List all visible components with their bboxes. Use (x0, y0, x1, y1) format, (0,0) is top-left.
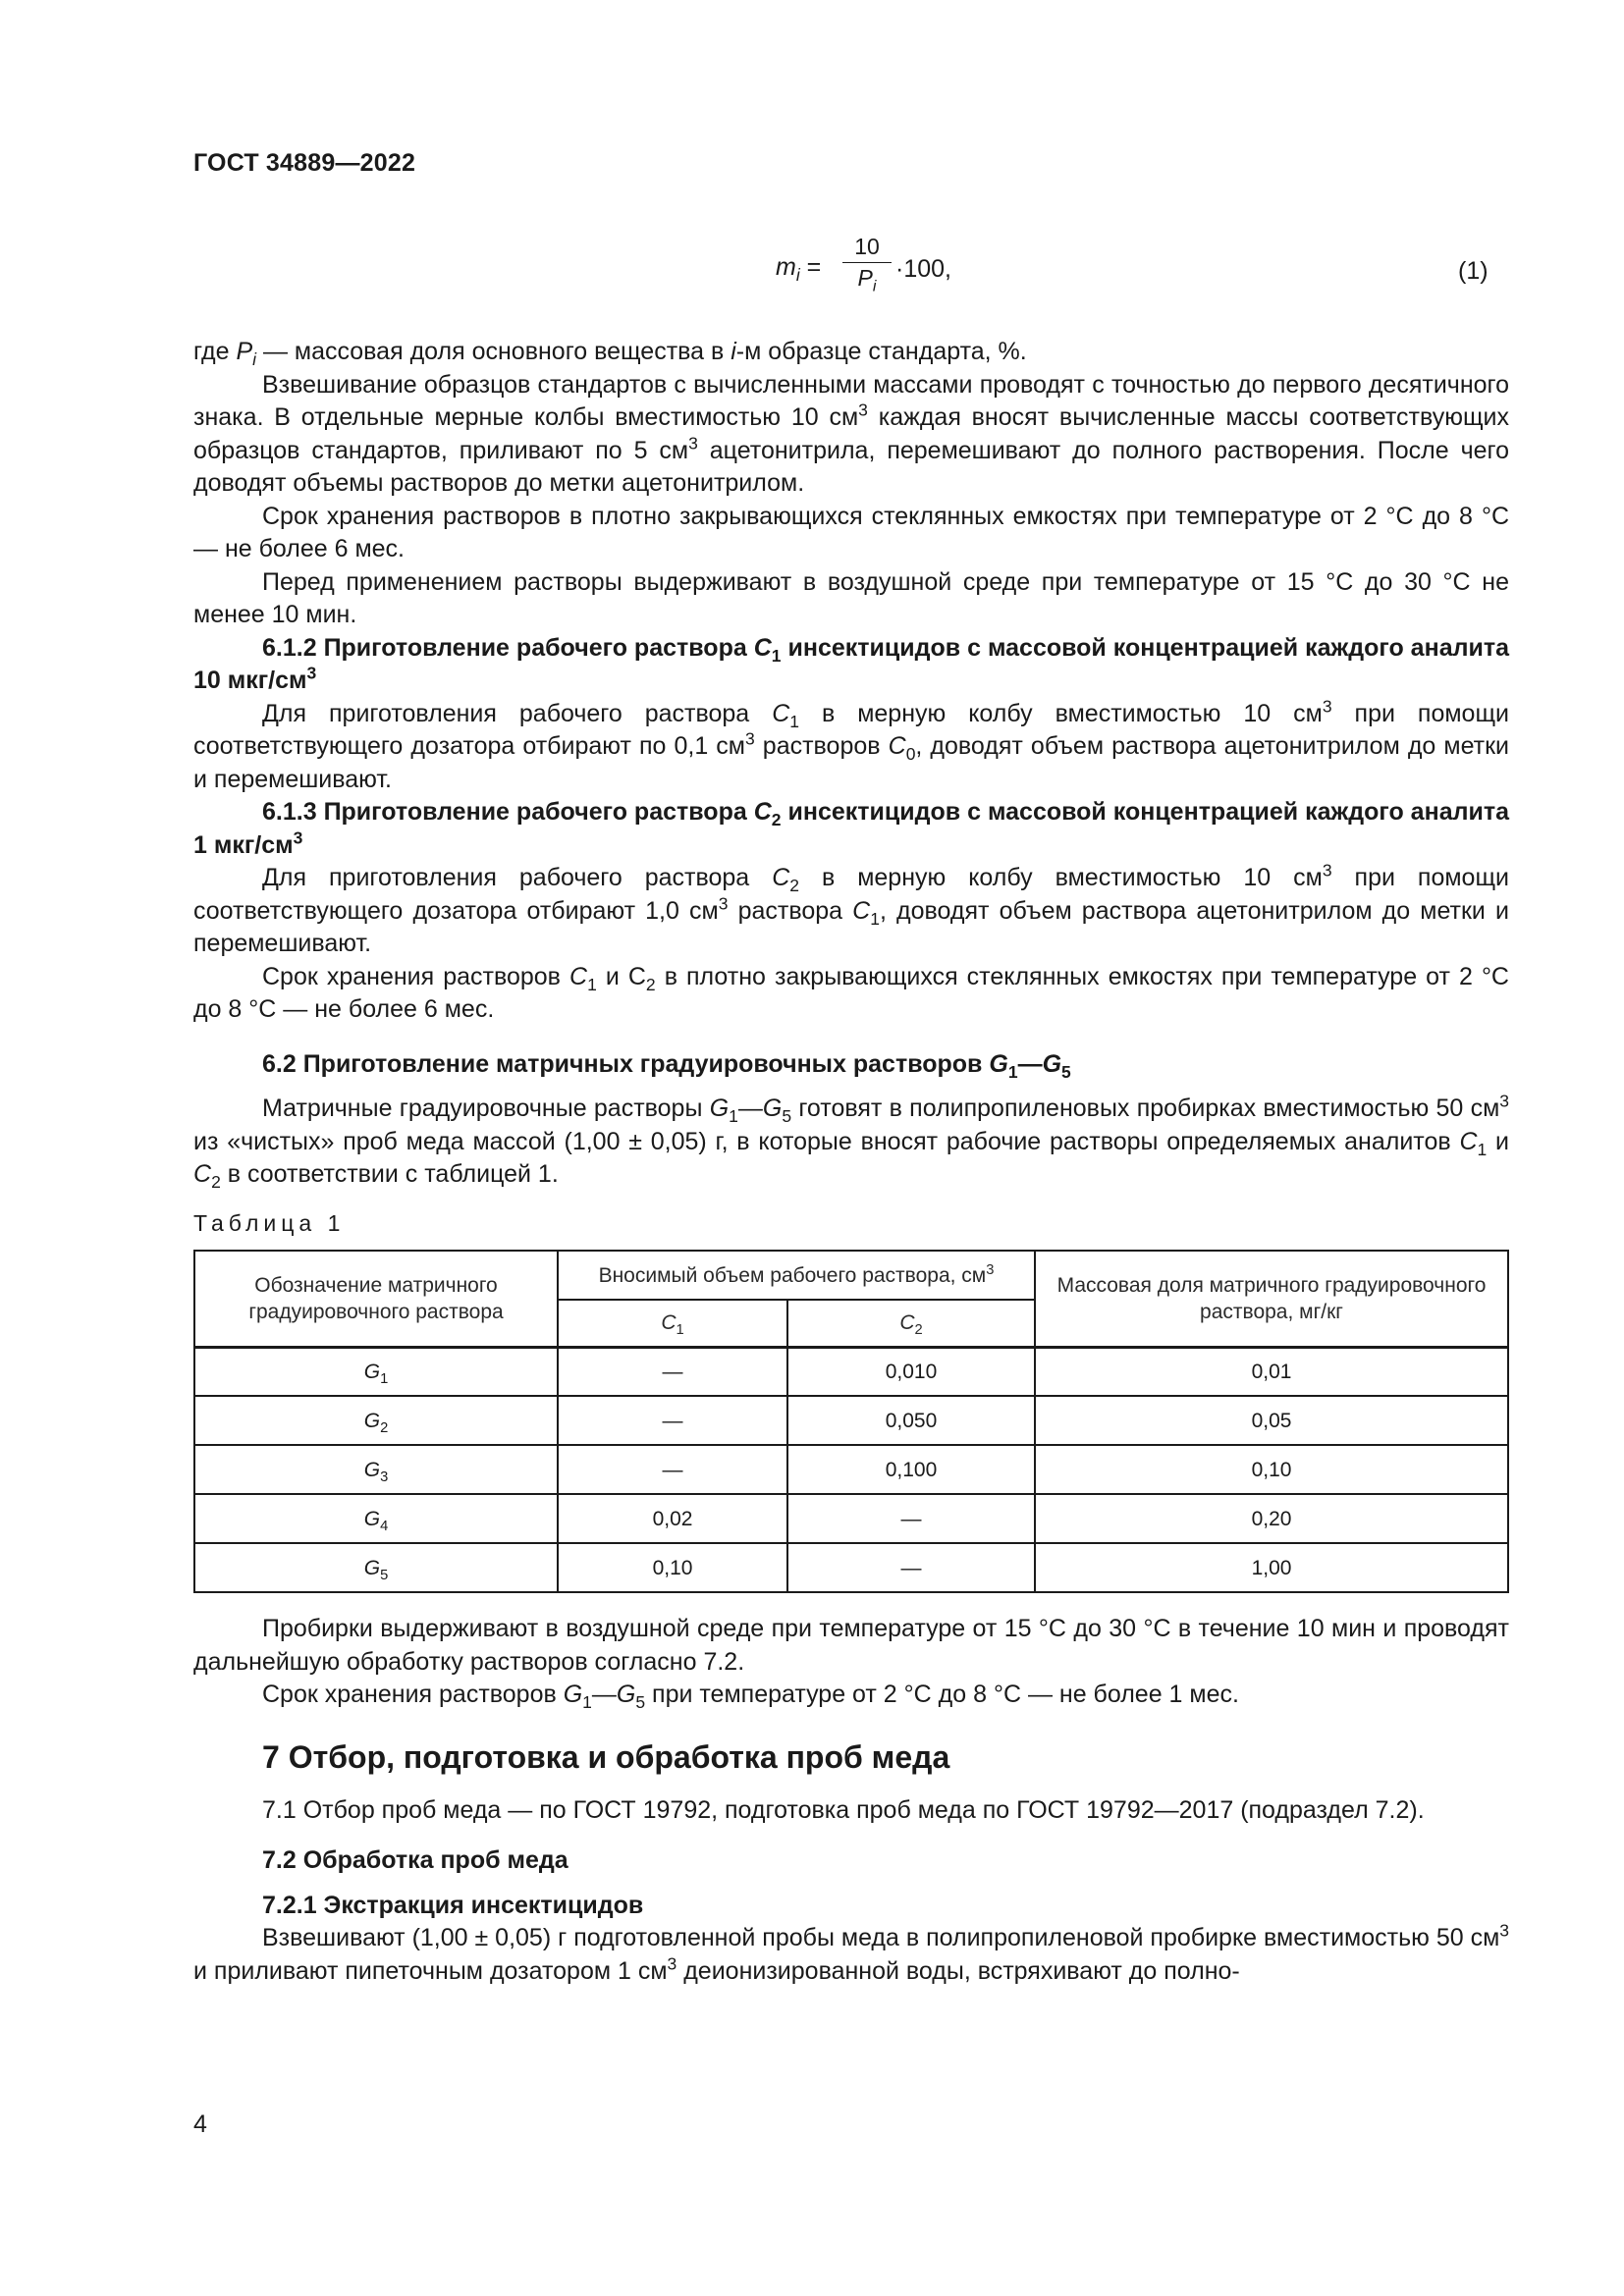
cell-c2: — (787, 1543, 1035, 1592)
paragraph-where: где $P_i$ — массовая доля основного вещества в i-м образце стандарта, %. (193, 338, 1027, 369)
table-row (194, 1543, 1508, 1592)
cell-c1: — (558, 1396, 787, 1445)
paragraph-tubes: Пробирки выдерживают в воздушной среде при температуре от 15 °С до 30 °С в течение 10 мин и проводят дальнейшую обработку растворов согласно 7.2. (193, 1615, 1509, 1676)
paragraph-before-use: Перед применением растворы выдерживают в воздушной среде при температуре от 15 °С до 30 °С не менее 10 мин. (193, 567, 1509, 628)
document-header: ГОСТ 34889—2022 (193, 149, 416, 177)
cell-designation: $G_1$ (194, 1347, 558, 1396)
heading-section-7: 7 Отбор, подготовка и обработка проб меда (262, 1738, 950, 1775)
cell-c2: 0,050 (787, 1396, 1035, 1445)
table-1 (193, 1250, 1509, 1593)
cell-designation: $G_2$ (194, 1396, 558, 1445)
header-volume: Вносимый объем рабочего раствора, $см^3$ (558, 1251, 1035, 1300)
header-c1: $C_1$ (558, 1300, 787, 1347)
header-c2: $C_2$ (787, 1300, 1035, 1347)
paragraph-extraction: Взвешивают (1,00 ± 0,05) г подготовленной пробы меда в полипропиленовой пробирке вместимостью 50 $см^3$ и приливают пипеточным дозатором 1 $см^3$ деионизированной воды, встряхивают до полно- (193, 1920, 1509, 1985)
formula-lhs: $m_i$ = (776, 253, 822, 285)
cell-mass: 0,10 (1035, 1445, 1508, 1494)
cell-c2: 0,010 (787, 1347, 1035, 1396)
formula-tail: ·100, (895, 255, 951, 283)
cell-mass: 0,05 (1035, 1396, 1508, 1445)
paragraph-c-storage: Срок хранения растворов $C_1$ и $С_2$ в плотно закрывающихся стеклянных емкостях при температуре от 2 °С до 8 °С — не более 6 мес. (193, 962, 1509, 1023)
table-row (194, 1396, 1508, 1445)
cell-c1: — (558, 1347, 787, 1396)
cell-designation: $G_5$ (194, 1543, 558, 1592)
paragraph-7-1: 7.1 Отбор проб меда — по ГОСТ 19792, подготовка проб меда по ГОСТ 19792—2017 (подраздел 7.2). (262, 1795, 1425, 1824)
heading-6-2: 6.2 Приготовление матричных градуировочных растворов $G_1—G_5$ (262, 1049, 1071, 1082)
page-number: 4 (193, 2110, 207, 2138)
table-row (194, 1494, 1508, 1543)
cell-c1: — (558, 1445, 787, 1494)
header-mass-fraction: Массовая доля матричного градуировочного раствора, мг/кг (1035, 1251, 1508, 1347)
cell-designation: $G_3$ (194, 1445, 558, 1494)
formula-denominator: $P_i$ (857, 265, 877, 295)
heading-7-2-1: 7.2.1 Экстракция инсектицидов (262, 1891, 644, 1919)
cell-mass: 0,20 (1035, 1494, 1508, 1543)
header-designation: Обозначение матричного градуировочного раствора (194, 1251, 558, 1347)
heading-6-1-2: 6.1.2 Приготовление рабочего раствора $C_1$ инсектицидов с массовой концентрацией каждого аналита 10 мкг/$см^3$ (193, 633, 1509, 694)
table-row (194, 1347, 1508, 1396)
paragraph-storage: Срок хранения растворов в плотно закрывающихся стеклянных емкостях при температуре от 2 °С до 8 °С — не более 6 мес. (193, 502, 1509, 562)
heading-6-1-3: 6.1.3 Приготовление рабочего раствора $C_2$ инсектицидов с массовой концентрацией каждого аналита 1 мкг/$см^3$ (193, 798, 1509, 859)
table-caption: Таблица 1 (193, 1209, 346, 1236)
document-body (193, 336, 1509, 1988)
heading-7-2: 7.2 Обработка проб меда (262, 1846, 568, 1874)
paragraph-weighing: Взвешивание образцов стандартов с вычисленными массами проводят с точностью до первого десятичного знака. В отдельные мерные колбы вместимостью 10 $см^3$ каждая вносят вычисленные массы соответствующих образцов стандартов, приливают по 5 $см^3$ ацетонитрила, перемешивают до полного растворения. После чего доводят объемы растворов до метки ацетонитрилом. (193, 370, 1510, 497)
formula-fraction (842, 234, 892, 295)
cell-mass: 1,00 (1035, 1543, 1508, 1592)
formula-number: (1) (1458, 257, 1489, 285)
cell-c1: 0,10 (558, 1543, 787, 1592)
fraction-bar (842, 262, 892, 263)
paragraph-matrix-solutions: Матричные градуировочные растворы $G_1—G_5$ готовят в полипропиленовых пробирках вместимостью 50 $см^3$ из «чистых» проб меда массой (1,00 ± 0,05) г, в которые вносят рабочие растворы определяемых аналитов $C_1$ и $C_2$ в соответствии с таблицей 1. (193, 1091, 1510, 1192)
cell-designation: $G_4$ (194, 1494, 558, 1543)
formula-numerator: 10 (854, 234, 880, 259)
cell-c2: — (787, 1494, 1035, 1543)
paragraph-c2-prep: Для приготовления рабочего раствора $C_2$ в мерную колбу вместимостью 10 $см^3$ при помощи соответствующего дозатора отбирают 1,0 $см^3$ раствора $C_1$, доводят объем раствора ацетонитрилом до метки и перемешивают. (193, 860, 1509, 957)
table-row (194, 1445, 1508, 1494)
cell-mass: 0,01 (1035, 1347, 1508, 1396)
cell-c1: 0,02 (558, 1494, 787, 1543)
paragraph-c1-prep: Для приготовления рабочего раствора $C_1$ в мерную колбу вместимостью 10 $см^3$ при помощи соответствующего дозатора отбирают по 0,1 $см^3$ растворов $C_0$, доводят объем раствора ацетонитрилом до метки и перемешивают. (193, 696, 1509, 793)
cell-c2: 0,100 (787, 1445, 1035, 1494)
paragraph-g-storage: Срок хранения растворов $G_1—G_5$ при температуре от 2 °С до 8 °С — не более 1 мес. (262, 1681, 1239, 1712)
